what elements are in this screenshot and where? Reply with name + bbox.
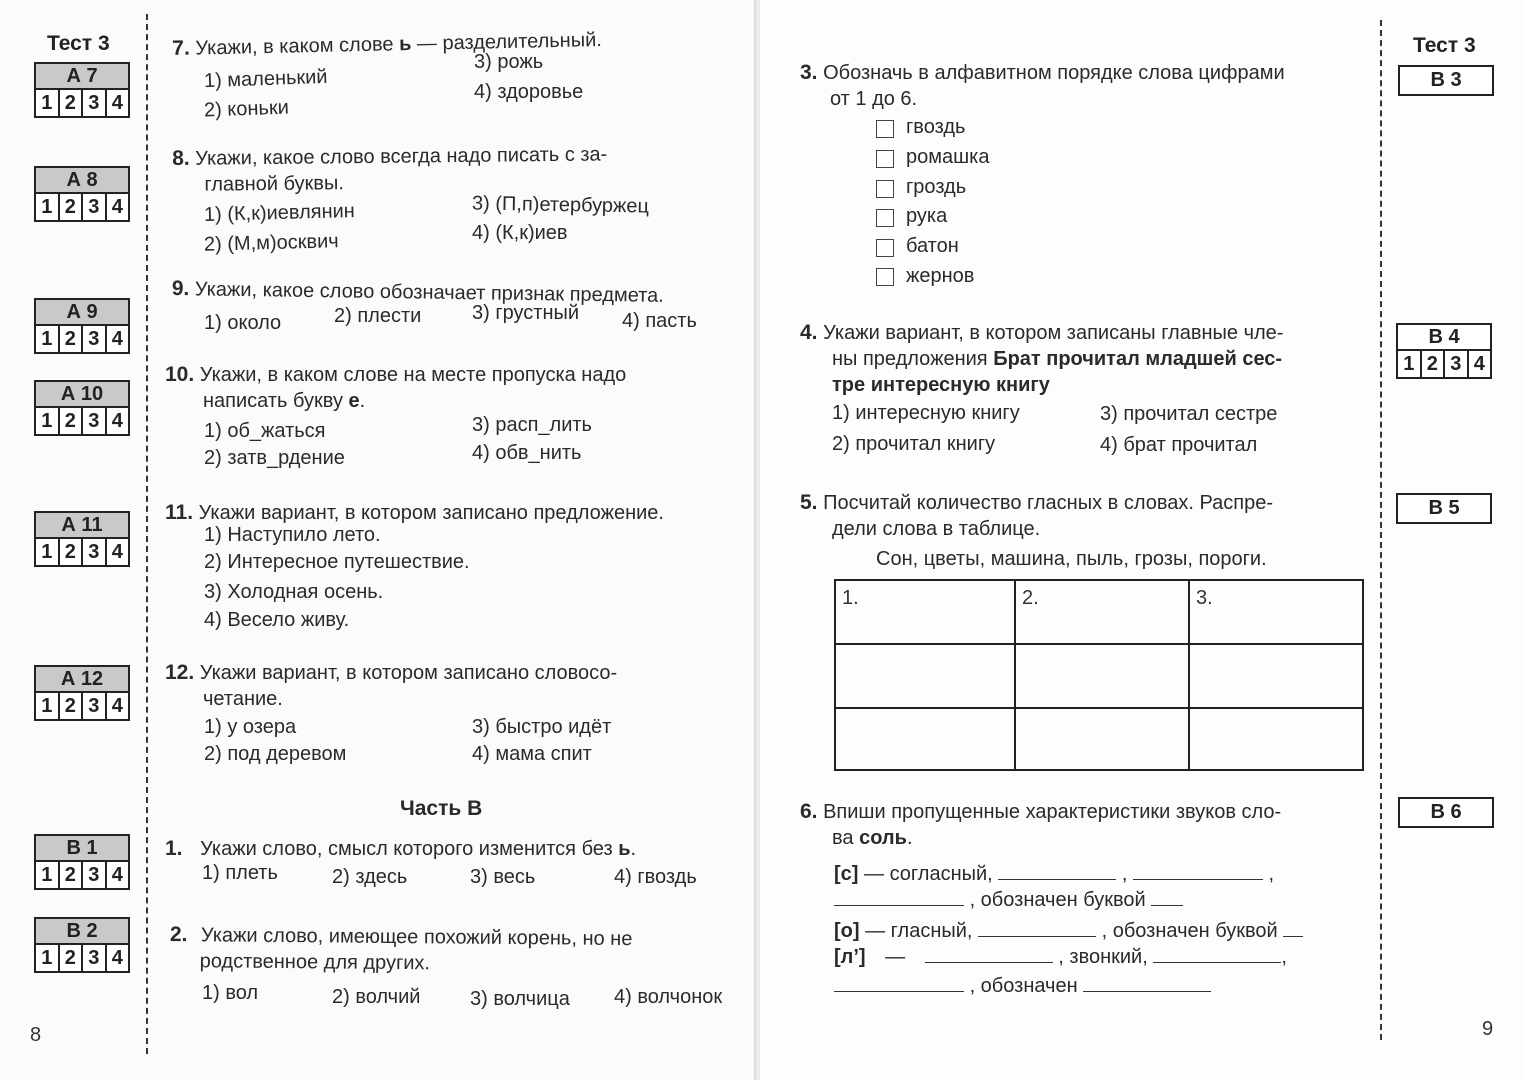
q9-option-3[interactable]: 3) грустный bbox=[472, 302, 580, 324]
q4-option-4[interactable]: 4) брат прочитал bbox=[1100, 434, 1258, 456]
b2-option-4[interactable]: 4) волчонок bbox=[614, 986, 723, 1008]
blank-field[interactable] bbox=[1083, 973, 1211, 992]
q8-option-4[interactable]: 4) (К,к)иев bbox=[472, 222, 568, 244]
q3-word-4: рука bbox=[906, 205, 948, 227]
q4-option-1[interactable]: 1) интересную книгу bbox=[832, 402, 1020, 424]
answer-box-b5[interactable]: В 5 bbox=[1396, 493, 1492, 524]
q8-option-1[interactable]: 1) (К,к)иевлянин bbox=[203, 200, 356, 226]
q10-option-4[interactable]: 4) обв_нить bbox=[472, 442, 582, 464]
question-10: 10. Укажи, в каком слове на месте пропуска надо написать букву е. bbox=[165, 363, 627, 412]
q11-option-2[interactable]: 2) Интересное путешествие. bbox=[204, 551, 470, 573]
question-3: 3. Обозначь в алфавитном порядке слова цифрами от 1 до 6. bbox=[800, 61, 1285, 110]
table-cell[interactable] bbox=[835, 708, 1015, 770]
q9-option-1[interactable]: 1) около bbox=[204, 312, 282, 334]
checkbox-word-6[interactable] bbox=[876, 268, 894, 286]
right-margin-dashed-line bbox=[1380, 20, 1382, 1040]
q4-option-2[interactable]: 2) прочитал книгу bbox=[832, 433, 996, 455]
q11-option-3[interactable]: 3) Холодная осень. bbox=[204, 581, 384, 603]
q8-option-2[interactable]: 2) (М,м)осквич bbox=[203, 230, 339, 256]
left-test-title: Тест 3 bbox=[47, 32, 110, 55]
question-9: 9. Укажи, какое слово обозначает признак предмета. bbox=[171, 276, 664, 307]
page-number-9: 9 bbox=[1482, 1018, 1494, 1040]
sound-s-line-2: , обозначен буквой bbox=[834, 887, 1183, 912]
answer-box-b1[interactable]: В 1 1 2 3 4 bbox=[34, 834, 130, 890]
answer-box-a7[interactable]: А 7 1 2 3 4 bbox=[34, 62, 130, 118]
answer-box-a10[interactable]: А 10 1 2 3 4 bbox=[34, 380, 130, 436]
table-cell[interactable] bbox=[1189, 708, 1363, 770]
left-page bbox=[0, 0, 756, 1080]
q10-option-1[interactable]: 1) об_жаться bbox=[204, 420, 326, 442]
question-7: 7. Укажи, в каком слове ь — разделительный. bbox=[172, 29, 603, 60]
q10-option-3[interactable]: 3) расп_лить bbox=[472, 414, 592, 436]
table-header-col-3: 3. bbox=[1189, 580, 1363, 644]
right-page bbox=[760, 0, 1525, 1080]
table-cell[interactable] bbox=[835, 644, 1015, 708]
b1-option-4[interactable]: 4) гвоздь bbox=[614, 866, 697, 888]
q3-word-2: ромашка bbox=[906, 146, 990, 168]
blank-field[interactable] bbox=[834, 887, 964, 906]
answer-box-a12[interactable]: А 12 1 2 3 4 bbox=[34, 665, 130, 721]
blank-field[interactable] bbox=[834, 973, 964, 992]
b2-option-2[interactable]: 2) волчий bbox=[332, 986, 421, 1008]
q12-option-3[interactable]: 3) быстро идёт bbox=[472, 716, 612, 738]
q12-option-1[interactable]: 1) у озера bbox=[204, 716, 297, 738]
answer-box-b3[interactable]: В 3 bbox=[1398, 65, 1494, 96]
q3-word-3: гроздь bbox=[906, 176, 967, 198]
q7-option-1[interactable]: 1) маленький bbox=[203, 65, 328, 93]
q10-option-2[interactable]: 2) затв_рдение bbox=[204, 447, 345, 469]
q3-word-5: батон bbox=[906, 235, 959, 257]
q7-option-3[interactable]: 3) рожь bbox=[474, 51, 544, 73]
left-margin-dashed-line bbox=[146, 14, 148, 1054]
answer-box-a9[interactable]: А 9 1 2 3 4 bbox=[34, 298, 130, 354]
table-cell[interactable] bbox=[1015, 644, 1189, 708]
question-b2: 2. Укажи слово, имеющее похожий корень, но не родственное для других. bbox=[169, 922, 633, 975]
question-5: 5. Посчитай количество гласных в словах. Распре- дели слова в таблице. bbox=[800, 491, 1274, 540]
question-8: 8. Укажи, какое слово всегда надо писать с за- главной буквы. bbox=[172, 143, 608, 196]
answer-box-a11[interactable]: А 11 1 2 3 4 bbox=[34, 511, 130, 567]
checkbox-word-1[interactable] bbox=[876, 120, 894, 138]
q3-word-1: гвоздь bbox=[906, 116, 966, 138]
question-b1: 1. Укажи слово, смысл которого изменится без ь. bbox=[165, 837, 637, 860]
sound-l-line: [л’] — , звонкий, , bbox=[834, 946, 1287, 968]
checkbox-word-2[interactable] bbox=[876, 150, 894, 168]
checkbox-word-4[interactable] bbox=[876, 209, 894, 227]
answer-box-a8[interactable]: А 8 1 2 3 4 bbox=[34, 166, 130, 222]
blank-field[interactable] bbox=[1133, 861, 1263, 880]
sound-s-line: [с] — согласный, , , bbox=[834, 863, 1275, 885]
question-11: 11. Укажи вариант, в котором записано предложение. bbox=[165, 501, 664, 524]
question-12: 12. Укажи вариант, в котором записано словосо- четание. bbox=[165, 661, 618, 710]
q3-word-6: жернов bbox=[906, 265, 975, 287]
vowel-count-table bbox=[834, 579, 1364, 771]
right-test-title: Тест 3 bbox=[1413, 34, 1476, 57]
answer-box-b2[interactable]: В 2 1 2 3 4 bbox=[34, 917, 130, 973]
b1-option-1[interactable]: 1) плеть bbox=[202, 862, 278, 884]
q8-option-3[interactable]: 3) (П,п)етербуржец bbox=[471, 192, 650, 218]
blank-field[interactable] bbox=[998, 861, 1116, 880]
sound-l-line-2: , обозначен bbox=[834, 973, 1211, 998]
b2-option-1[interactable]: 1) вол bbox=[202, 982, 259, 1004]
answer-box-b4[interactable]: В 4 1 2 3 4 bbox=[1396, 323, 1492, 379]
q9-option-2[interactable]: 2) плести bbox=[334, 305, 422, 327]
b1-option-2[interactable]: 2) здесь bbox=[332, 866, 408, 888]
q9-option-4[interactable]: 4) пасть bbox=[622, 310, 697, 332]
table-header-col-2: 2. bbox=[1015, 580, 1189, 644]
q4-option-3[interactable]: 3) прочитал сестре bbox=[1100, 403, 1278, 425]
sound-o-line: [о] — гласный, , обозначен буквой bbox=[834, 918, 1303, 943]
q7-option-2[interactable]: 2) коньки bbox=[203, 96, 290, 122]
q12-option-4[interactable]: 4) мама спит bbox=[472, 743, 592, 765]
table-cell[interactable] bbox=[1015, 708, 1189, 770]
q12-option-2[interactable]: 2) под деревом bbox=[204, 743, 347, 765]
table-cell[interactable] bbox=[1189, 644, 1363, 708]
checkbox-word-5[interactable] bbox=[876, 239, 894, 257]
part-b-heading: Часть В bbox=[400, 797, 483, 820]
blank-field[interactable] bbox=[978, 918, 1096, 937]
b2-option-3[interactable]: 3) волчица bbox=[470, 988, 570, 1010]
blank-field[interactable] bbox=[1283, 918, 1303, 937]
checkbox-word-3[interactable] bbox=[876, 180, 894, 198]
blank-field[interactable] bbox=[925, 944, 1053, 963]
page-number-8: 8 bbox=[30, 1024, 42, 1046]
q11-option-1[interactable]: 1) Наступило лето. bbox=[204, 524, 381, 546]
question-4: 4. Укажи вариант, в котором записаны главные чле- ны предложения Брат прочитал младшей сес- тре интересную книгу bbox=[800, 321, 1284, 396]
answer-box-b6[interactable]: В 6 bbox=[1398, 797, 1494, 828]
q5-word-list: Сон, цветы, машина, пыль, грозы, пороги. bbox=[876, 548, 1267, 570]
question-6: 6. Впиши пропущенные характеристики звуков сло- ва соль. bbox=[800, 800, 1282, 849]
blank-field[interactable] bbox=[1153, 944, 1281, 963]
q11-option-4[interactable]: 4) Весело живу. bbox=[204, 609, 350, 631]
table-header-col-1: 1. bbox=[835, 580, 1015, 644]
blank-field[interactable] bbox=[1151, 887, 1183, 906]
b1-option-3[interactable]: 3) весь bbox=[470, 866, 536, 888]
q7-option-4[interactable]: 4) здоровье bbox=[474, 81, 584, 103]
